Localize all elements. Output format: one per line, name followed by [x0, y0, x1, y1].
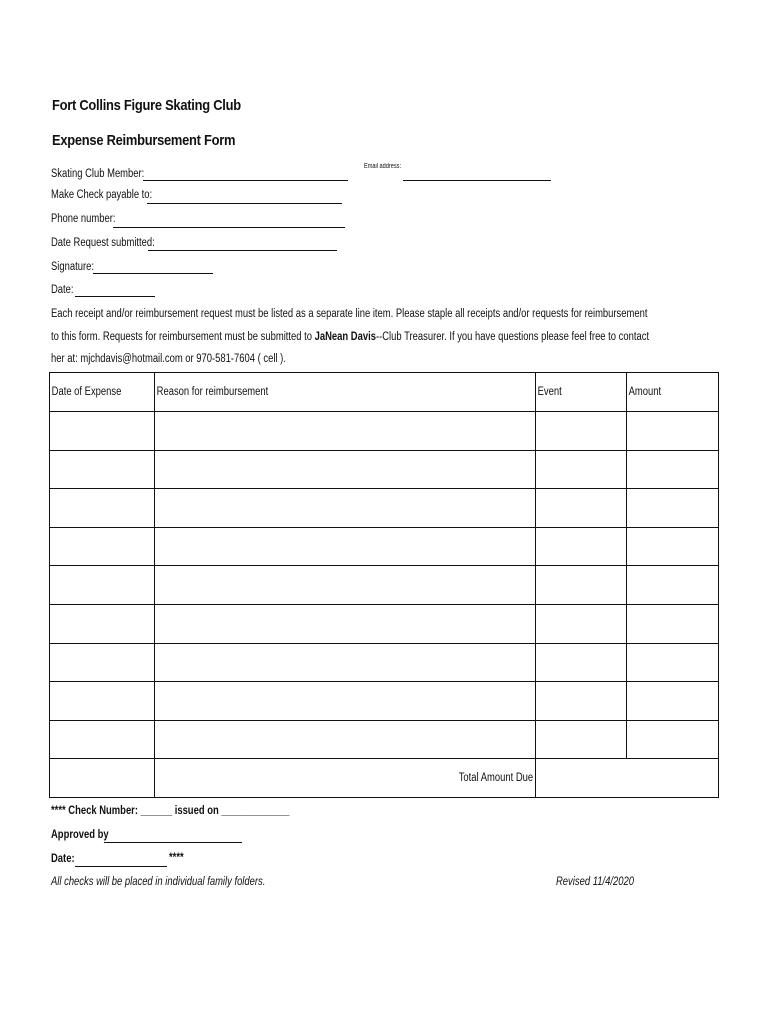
instructions-line-2-post: --Club Treasurer. If you have questions please feel free to contact	[375, 331, 650, 343]
date-cell[interactable]	[50, 720, 155, 759]
reason-cell[interactable]	[155, 566, 536, 605]
email-label: Email address:	[364, 163, 402, 170]
form-title: Expense Reimbursement Form	[52, 132, 236, 149]
event-cell[interactable]	[536, 643, 627, 682]
amount-cell[interactable]	[627, 527, 719, 566]
amount-cell[interactable]	[627, 720, 719, 759]
approved-by-input-line[interactable]	[104, 842, 242, 843]
table-row	[50, 412, 719, 451]
reason-cell[interactable]	[155, 450, 536, 489]
footer-date-input-line[interactable]	[75, 866, 167, 867]
amount-cell[interactable]	[627, 450, 719, 489]
table-row	[50, 527, 719, 566]
table-row	[50, 720, 719, 759]
reason-cell[interactable]	[155, 720, 536, 759]
date-cell[interactable]	[50, 566, 155, 605]
date-request-label: Date Request submitted:	[51, 237, 155, 249]
date-cell[interactable]	[50, 643, 155, 682]
column-header-reason	[155, 373, 536, 412]
treasurer-name: JaNean Davis	[314, 331, 376, 343]
table-row	[50, 450, 719, 489]
table-row	[50, 643, 719, 682]
phone-input-line[interactable]	[113, 227, 345, 228]
instructions-line-3: her at: mjchdavis@hotmail.com or 970-581-7604 ( cell ).	[51, 353, 286, 365]
column-header-reason-text: Reason for reimbursement	[156, 386, 269, 398]
footer-date-label: Date:	[51, 853, 75, 865]
table-header-row	[50, 373, 719, 412]
reason-cell[interactable]	[155, 643, 536, 682]
event-cell[interactable]	[536, 489, 627, 528]
date-cell[interactable]	[50, 450, 155, 489]
payable-input-line[interactable]	[147, 203, 342, 204]
event-cell[interactable]	[536, 604, 627, 643]
check-number-line: **** Check Number: ______ issued on _____________	[51, 805, 290, 817]
member-label: Skating Club Member:	[51, 168, 145, 180]
table-row	[50, 604, 719, 643]
instructions-line-2	[51, 331, 649, 343]
total-amount-cell[interactable]	[536, 759, 719, 798]
column-header-date	[50, 373, 155, 412]
date-cell[interactable]	[50, 412, 155, 451]
amount-cell[interactable]	[627, 643, 719, 682]
footer-note: All checks will be placed in individual family folders.	[51, 876, 266, 888]
total-row	[50, 759, 719, 798]
column-header-event-text: Event	[537, 386, 562, 398]
table-row	[50, 682, 719, 721]
revised-date: Revised 11/4/2020	[556, 876, 634, 888]
event-cell[interactable]	[536, 566, 627, 605]
reason-cell[interactable]	[155, 604, 536, 643]
table-row	[50, 566, 719, 605]
phone-label: Phone number:	[51, 213, 116, 225]
total-label: Total Amount Due	[458, 772, 534, 785]
reason-cell[interactable]	[155, 527, 536, 566]
event-cell[interactable]	[536, 450, 627, 489]
column-header-amount	[627, 373, 719, 412]
email-input-line[interactable]	[403, 180, 551, 181]
amount-cell[interactable]	[627, 489, 719, 528]
date-input-line[interactable]	[75, 296, 155, 297]
approved-by-label: Approved by	[51, 829, 109, 841]
amount-cell[interactable]	[627, 604, 719, 643]
reason-cell[interactable]	[155, 489, 536, 528]
payable-label: Make Check payable to:	[51, 189, 153, 201]
event-cell[interactable]	[536, 527, 627, 566]
date-label: Date:	[51, 284, 74, 296]
total-empty-cell	[50, 759, 155, 798]
reason-cell[interactable]	[155, 412, 536, 451]
table-row	[50, 489, 719, 528]
date-cell[interactable]	[50, 527, 155, 566]
column-header-date-text: Date of Expense	[51, 386, 122, 398]
event-cell[interactable]	[536, 412, 627, 451]
member-input-line[interactable]	[143, 180, 348, 181]
amount-cell[interactable]	[627, 682, 719, 721]
footer-date-suffix: ****	[169, 852, 184, 864]
column-header-event	[536, 373, 627, 412]
event-cell[interactable]	[536, 682, 627, 721]
column-header-amount-text: Amount	[628, 386, 662, 398]
instructions-line-2-pre: to this form. Requests for reimbursement must be submitted to	[51, 331, 315, 343]
club-name: Fort Collins Figure Skating Club	[52, 97, 241, 114]
reason-cell[interactable]	[155, 682, 536, 721]
date-cell[interactable]	[50, 489, 155, 528]
signature-label: Signature:	[51, 261, 94, 273]
signature-input-line[interactable]	[93, 273, 213, 274]
instructions-line-1: Each receipt and/or reimbursement request must be listed as a separate line item. Please staple all receipts and/or requests for reimbursement	[51, 308, 648, 320]
amount-cell[interactable]	[627, 412, 719, 451]
total-label-cell	[155, 759, 536, 798]
event-cell[interactable]	[536, 720, 627, 759]
amount-cell[interactable]	[627, 566, 719, 605]
date-cell[interactable]	[50, 682, 155, 721]
date-request-input-line[interactable]	[148, 250, 337, 251]
date-cell[interactable]	[50, 604, 155, 643]
expense-table	[49, 372, 719, 798]
